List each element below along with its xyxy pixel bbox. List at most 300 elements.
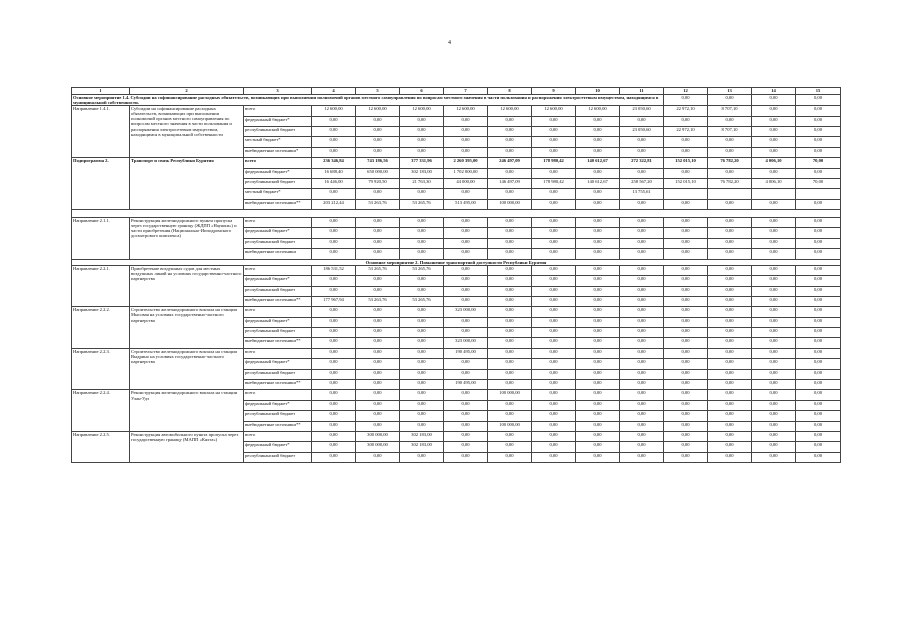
- amount-cell: 21 763,30: [400, 178, 444, 188]
- measure-name: Субсидии на софинансирование расходных обязательств, возникающих при выполнении полномочий органов местного самоуправления по вопросам местного значения в части пользования и распоряжения электросетевым имуществом, находящимся в муниципальной собственности: [130, 106, 244, 158]
- amount-cell: 152 015,10: [664, 178, 708, 188]
- amount-cell: 0,00: [620, 359, 664, 369]
- amount-cell: 0,00: [532, 296, 576, 306]
- measure-code: Направление 2.2.1.: [72, 265, 130, 307]
- amount-cell: 0,00: [620, 442, 664, 452]
- spacer-cell: [72, 210, 841, 218]
- amount-cell: 0,00: [576, 359, 620, 369]
- amount-cell: 0,00: [620, 432, 664, 442]
- amount-cell: 0,00: [708, 228, 752, 238]
- amount-cell: 0,00: [664, 338, 708, 348]
- amount-cell: 0,00: [620, 249, 664, 259]
- measure-name: Реконструкция железнодорожного вокзала на станции Улан-Удэ: [130, 390, 244, 432]
- funding-source: внебюджетные источники**: [244, 380, 312, 390]
- column-number: 11: [620, 88, 664, 95]
- amount-cell: 0,00: [576, 189, 620, 199]
- amount-cell: 0,00: [400, 147, 444, 157]
- amount-cell: 0,00: [664, 307, 708, 317]
- amount-cell: 12 600,00: [356, 106, 400, 116]
- section-value: 0,00: [664, 95, 708, 106]
- amount-cell: 0,00: [532, 265, 576, 275]
- amount-cell: 0,00: [620, 228, 664, 238]
- amount-cell: 0,00: [312, 147, 356, 157]
- amount-cell: 0,00: [752, 348, 796, 358]
- funding-source: федеральный бюджет*: [244, 442, 312, 452]
- amount-cell: 0,00: [312, 338, 356, 348]
- column-number: 14: [752, 88, 796, 95]
- amount-cell: 53 265,76: [400, 199, 444, 209]
- amount-cell: 0,00: [752, 307, 796, 317]
- amount-cell: 12 600,00: [400, 106, 444, 116]
- amount-cell: 190 495,00: [444, 380, 488, 390]
- amount-cell: 0,00: [752, 400, 796, 410]
- amount-cell: 203 212,44: [312, 199, 356, 209]
- amount-cell: 0,00: [796, 411, 841, 421]
- amount-cell: 0,00: [400, 452, 444, 462]
- column-number: 12: [664, 88, 708, 95]
- amount-cell: 0,00: [356, 348, 400, 358]
- amount-cell: 0,00: [708, 276, 752, 286]
- amount-cell: 0,00: [400, 189, 444, 199]
- amount-cell: 0,00: [664, 380, 708, 390]
- amount-cell: 0,00: [356, 286, 400, 296]
- amount-cell: 0,00: [796, 442, 841, 452]
- amount-cell: 0,00: [532, 380, 576, 390]
- amount-cell: 0,00: [488, 147, 532, 157]
- amount-cell: 0,00: [708, 421, 752, 431]
- amount-cell: 0,00: [312, 359, 356, 369]
- amount-cell: 0,00: [708, 265, 752, 275]
- amount-cell: 100 000,00: [488, 390, 532, 400]
- amount-cell: 0,00: [532, 126, 576, 136]
- amount-cell: 0,00: [752, 137, 796, 147]
- column-number: 9: [532, 88, 576, 95]
- amount-cell: 0,00: [708, 116, 752, 126]
- amount-cell: 0,00: [752, 442, 796, 452]
- amount-cell: 0,00: [576, 338, 620, 348]
- amount-cell: 0,00: [444, 286, 488, 296]
- amount-cell: 0,00: [576, 126, 620, 136]
- column-number: 4: [312, 88, 356, 95]
- amount-cell: 0,00: [312, 328, 356, 338]
- amount-cell: 8 707,10: [708, 106, 752, 116]
- amount-cell: 0,00: [664, 249, 708, 259]
- amount-cell: 0,00: [796, 147, 841, 157]
- amount-cell: 0,00: [444, 147, 488, 157]
- amount-cell: 0,00: [620, 137, 664, 147]
- amount-cell: 0,00: [664, 199, 708, 209]
- amount-cell: 0,00: [312, 411, 356, 421]
- amount-cell: 0,00: [444, 116, 488, 126]
- amount-cell: 0,00: [664, 328, 708, 338]
- amount-cell: 0,00: [488, 317, 532, 327]
- amount-cell: 0,00: [532, 400, 576, 410]
- amount-cell: 0,00: [620, 380, 664, 390]
- amount-cell: 0,00: [620, 390, 664, 400]
- amount-cell: 0,00: [796, 286, 841, 296]
- amount-cell: 0,00: [444, 296, 488, 306]
- amount-cell: 0,00: [664, 286, 708, 296]
- amount-cell: 0,00: [620, 116, 664, 126]
- amount-cell: 0,00: [356, 421, 400, 431]
- column-number: 3: [244, 88, 312, 95]
- amount-cell: 0,00: [620, 168, 664, 178]
- amount-cell: 0,00: [708, 380, 752, 390]
- amount-cell: 0,00: [312, 189, 356, 199]
- amount-cell: 0,00: [752, 265, 796, 275]
- amount-cell: 0,00: [576, 380, 620, 390]
- amount-cell: 0,00: [708, 168, 752, 178]
- amount-cell: 0,00: [400, 400, 444, 410]
- amount-cell: 0,00: [532, 249, 576, 259]
- section-title: Основное мероприятие 2. Повышение транспортной доступности Республики Бурятия: [72, 259, 841, 265]
- amount-cell: 0,00: [664, 411, 708, 421]
- amount-cell: 0,00: [796, 228, 841, 238]
- amount-cell: 0,00: [356, 218, 400, 228]
- amount-cell: 8 707,10: [708, 126, 752, 136]
- amount-cell: 0,00: [752, 147, 796, 157]
- amount-cell: 258 567,20: [620, 178, 664, 188]
- amount-cell: 0,00: [356, 307, 400, 317]
- budget-table: [71, 87, 841, 463]
- amount-cell: 0,00: [532, 276, 576, 286]
- amount-cell: 300 000,00: [356, 432, 400, 442]
- amount-cell: 0,00: [576, 348, 620, 358]
- amount-cell: 0,00: [356, 452, 400, 462]
- amount-cell: 0,00: [312, 421, 356, 431]
- amount-cell: 0,00: [488, 411, 532, 421]
- amount-cell: 0,00: [532, 168, 576, 178]
- amount-cell: 16 446,00: [312, 178, 356, 188]
- amount-cell: 0,00: [796, 116, 841, 126]
- amount-cell: 1 702 000,00: [444, 168, 488, 178]
- measure-code: Подпрограмма 2.: [72, 158, 130, 210]
- amount-cell: 70,00: [796, 178, 841, 188]
- amount-cell: 0,00: [444, 189, 488, 199]
- amount-cell: 0,00: [708, 296, 752, 306]
- amount-cell: 177 967,94: [312, 296, 356, 306]
- funding-source: всего: [244, 307, 312, 317]
- amount-cell: 0,00: [620, 238, 664, 248]
- amount-cell: 0,00: [312, 218, 356, 228]
- amount-cell: 0,00: [752, 452, 796, 462]
- amount-cell: 0,00: [488, 265, 532, 275]
- funding-source: республиканский бюджет: [244, 369, 312, 379]
- amount-cell: 0,00: [708, 442, 752, 452]
- amount-cell: 377 331,96: [400, 158, 444, 168]
- amount-cell: 272 322,81: [620, 158, 664, 168]
- amount-cell: 53 265,76: [356, 265, 400, 275]
- table-body: [72, 88, 841, 463]
- amount-cell: 0,00: [400, 307, 444, 317]
- amount-cell: 302 183,00: [400, 432, 444, 442]
- amount-cell: 0,00: [796, 400, 841, 410]
- amount-cell: 0,00: [444, 228, 488, 238]
- amount-cell: 186 531,52: [312, 265, 356, 275]
- funding-source: республиканский бюджет: [244, 411, 312, 421]
- amount-cell: 0,00: [532, 452, 576, 462]
- amount-cell: 0,00: [664, 228, 708, 238]
- amount-cell: 0,00: [488, 369, 532, 379]
- amount-cell: 0,00: [664, 442, 708, 452]
- table-row: [72, 432, 841, 442]
- amount-cell: 0,00: [532, 147, 576, 157]
- amount-cell: 0,00: [488, 452, 532, 462]
- amount-cell: 0,00: [400, 328, 444, 338]
- measure-name: Строительство железнодорожного вокзала на станции Выдрино на условиях государственно-частного партнерства: [130, 348, 244, 390]
- amount-cell: 0,00: [708, 359, 752, 369]
- amount-cell: 0,00: [532, 411, 576, 421]
- amount-cell: 0,00: [356, 390, 400, 400]
- amount-cell: 0,00: [400, 421, 444, 431]
- spacer-row: [72, 210, 841, 218]
- amount-cell: 0,00: [400, 228, 444, 238]
- amount-cell: 0,00: [576, 265, 620, 275]
- funding-source: республиканский бюджет: [244, 126, 312, 136]
- amount-cell: 0,00: [532, 137, 576, 147]
- amount-cell: 140 612,67: [576, 178, 620, 188]
- column-number: 7: [444, 88, 488, 95]
- amount-cell: 23 050,60: [620, 126, 664, 136]
- amount-cell: 22 972,10: [664, 126, 708, 136]
- amount-cell: 12 600,00: [444, 106, 488, 116]
- amount-cell: 0,00: [664, 452, 708, 462]
- amount-cell: 0,00: [356, 359, 400, 369]
- amount-cell: 0,00: [576, 369, 620, 379]
- amount-cell: 4 006,10: [752, 158, 796, 168]
- amount-cell: 0,00: [312, 286, 356, 296]
- amount-cell: 0,00: [356, 369, 400, 379]
- amount-cell: 0,00: [444, 276, 488, 286]
- funding-source: внебюджетные источники**: [244, 421, 312, 431]
- amount-cell: 0,00: [312, 249, 356, 259]
- funding-source: федеральный бюджет*: [244, 359, 312, 369]
- amount-cell: 0,00: [708, 338, 752, 348]
- amount-cell: 152 015,10: [664, 158, 708, 168]
- amount-cell: 13 755,61: [620, 189, 664, 199]
- amount-cell: 0,00: [356, 338, 400, 348]
- amount-cell: [664, 189, 708, 199]
- amount-cell: 0,00: [664, 432, 708, 442]
- amount-cell: 0,00: [444, 452, 488, 462]
- amount-cell: 0,00: [620, 421, 664, 431]
- amount-cell: 323 000,00: [444, 338, 488, 348]
- amount-cell: 0,00: [444, 432, 488, 442]
- amount-cell: 0,00: [796, 369, 841, 379]
- amount-cell: 0,00: [752, 296, 796, 306]
- amount-cell: 0,00: [444, 265, 488, 275]
- amount-cell: 0,00: [664, 147, 708, 157]
- amount-cell: 0,00: [488, 307, 532, 317]
- amount-cell: 0,00: [400, 317, 444, 327]
- amount-cell: 0,00: [576, 390, 620, 400]
- measure-code: Направление 1.4.1.: [72, 106, 130, 158]
- amount-cell: 178 980,42: [532, 158, 576, 168]
- amount-cell: 0,00: [532, 421, 576, 431]
- amount-cell: 0,00: [488, 189, 532, 199]
- amount-cell: 0,00: [488, 400, 532, 410]
- amount-cell: 0,00: [576, 421, 620, 431]
- amount-cell: 0,00: [708, 400, 752, 410]
- amount-cell: 0,00: [796, 218, 841, 228]
- table-row: [72, 218, 841, 228]
- amount-cell: 246 497,09: [488, 158, 532, 168]
- amount-cell: 0,00: [532, 238, 576, 248]
- funding-source: внебюджетные источники: [244, 249, 312, 259]
- amount-cell: 0,00: [576, 286, 620, 296]
- amount-cell: 0,00: [576, 452, 620, 462]
- measure-name: Строительство железнодорожного вокзала на станции Мысовая на условиях государственно-частного партнерства: [130, 307, 244, 349]
- funding-source: всего: [244, 106, 312, 116]
- amount-cell: 0,00: [576, 116, 620, 126]
- amount-cell: 0,00: [488, 228, 532, 238]
- amount-cell: 302 183,00: [400, 442, 444, 452]
- amount-cell: 0,00: [752, 338, 796, 348]
- amount-cell: 0,00: [620, 276, 664, 286]
- amount-cell: 0,00: [752, 317, 796, 327]
- amount-cell: 0,00: [796, 380, 841, 390]
- funding-source: республиканский бюджет: [244, 328, 312, 338]
- column-number: 2: [130, 88, 244, 95]
- column-number: 8: [488, 88, 532, 95]
- amount-cell: 23 050,60: [620, 106, 664, 116]
- amount-cell: 0,00: [400, 286, 444, 296]
- amount-cell: 76 782,20: [708, 158, 752, 168]
- table-row: [72, 348, 841, 358]
- funding-source: федеральный бюджет*: [244, 228, 312, 238]
- amount-cell: 0,00: [532, 338, 576, 348]
- amount-cell: 0,00: [796, 421, 841, 431]
- column-number: 1: [72, 88, 130, 95]
- measure-code: Направление 2.2.3.: [72, 348, 130, 390]
- amount-cell: 70,00: [796, 158, 841, 168]
- funding-source: федеральный бюджет*: [244, 317, 312, 327]
- amount-cell: 0,00: [752, 276, 796, 286]
- amount-cell: 0,00: [664, 296, 708, 306]
- measure-name: Реконструкция железнодорожного пункта пропуска через государственную границу (ЖДПП «Наушки») и части приобретения (Национально-Ипподромского досмотрового комплекса): [130, 218, 244, 260]
- amount-cell: 0,00: [356, 380, 400, 390]
- amount-cell: 0,00: [488, 168, 532, 178]
- amount-cell: 0,00: [752, 249, 796, 259]
- amount-cell: 0,00: [576, 432, 620, 442]
- header-row: [72, 88, 841, 95]
- amount-cell: 0,00: [444, 359, 488, 369]
- amount-cell: 0,00: [752, 432, 796, 442]
- amount-cell: 0,00: [796, 249, 841, 259]
- amount-cell: 0,00: [532, 390, 576, 400]
- amount-cell: 0,00: [620, 452, 664, 462]
- amount-cell: 0,00: [620, 338, 664, 348]
- amount-cell: 236 346,84: [312, 158, 356, 168]
- measure-code: Направление 2.2.2.: [72, 307, 130, 349]
- amount-cell: 0,00: [576, 317, 620, 327]
- amount-cell: 0,00: [312, 442, 356, 452]
- amount-cell: 0,00: [576, 249, 620, 259]
- table-row: [72, 307, 841, 317]
- amount-cell: 0,00: [708, 147, 752, 157]
- amount-cell: 0,00: [708, 238, 752, 248]
- page-number: 4: [448, 40, 451, 46]
- amount-cell: 0,00: [312, 307, 356, 317]
- amount-cell: 0,00: [488, 249, 532, 259]
- amount-cell: 743 186,56: [356, 158, 400, 168]
- amount-cell: 0,00: [796, 265, 841, 275]
- amount-cell: 0,00: [532, 199, 576, 209]
- amount-cell: 0,00: [796, 348, 841, 358]
- funding-source: федеральный бюджет*: [244, 116, 312, 126]
- amount-cell: 0,00: [796, 199, 841, 209]
- amount-cell: 0,00: [708, 348, 752, 358]
- amount-cell: 0,00: [356, 228, 400, 238]
- funding-source: федеральный бюджет*: [244, 168, 312, 178]
- amount-cell: 0,00: [356, 137, 400, 147]
- amount-cell: 0,00: [356, 317, 400, 327]
- amount-cell: 0,00: [664, 168, 708, 178]
- funding-source: всего: [244, 432, 312, 442]
- amount-cell: 0,00: [664, 238, 708, 248]
- amount-cell: 0,00: [576, 328, 620, 338]
- amount-cell: 300 000,00: [356, 442, 400, 452]
- amount-cell: 0,00: [400, 218, 444, 228]
- funding-source: всего: [244, 158, 312, 168]
- amount-cell: 0,00: [356, 400, 400, 410]
- amount-cell: 0,00: [444, 126, 488, 136]
- amount-cell: 0,00: [708, 286, 752, 296]
- amount-cell: 0,00: [576, 276, 620, 286]
- amount-cell: 2 260 395,00: [444, 158, 488, 168]
- amount-cell: 0,00: [444, 218, 488, 228]
- amount-cell: 0,00: [752, 421, 796, 431]
- amount-cell: 12 600,00: [532, 106, 576, 116]
- amount-cell: 0,00: [620, 296, 664, 306]
- amount-cell: 0,00: [752, 106, 796, 116]
- amount-cell: 0,00: [708, 317, 752, 327]
- amount-cell: 0,00: [312, 137, 356, 147]
- amount-cell: 0,00: [664, 400, 708, 410]
- amount-cell: 0,00: [752, 218, 796, 228]
- amount-cell: 0,00: [356, 116, 400, 126]
- amount-cell: 0,00: [356, 411, 400, 421]
- amount-cell: [796, 189, 841, 199]
- amount-cell: 0,00: [444, 421, 488, 431]
- amount-cell: 0,00: [796, 238, 841, 248]
- amount-cell: 0,00: [444, 317, 488, 327]
- amount-cell: 0,00: [708, 218, 752, 228]
- amount-cell: 146 497,09: [488, 178, 532, 188]
- amount-cell: 0,00: [488, 116, 532, 126]
- funding-source: республиканский бюджет: [244, 452, 312, 462]
- section-value: 0,00: [752, 95, 796, 106]
- amount-cell: 0,00: [312, 317, 356, 327]
- amount-cell: 0,00: [664, 348, 708, 358]
- amount-cell: 0,00: [488, 276, 532, 286]
- amount-cell: 0,00: [752, 168, 796, 178]
- amount-cell: 0,00: [488, 296, 532, 306]
- column-number: 15: [796, 88, 841, 95]
- amount-cell: 79 920,50: [356, 178, 400, 188]
- amount-cell: 76 782,20: [708, 178, 752, 188]
- amount-cell: 0,00: [576, 228, 620, 238]
- amount-cell: 0,00: [312, 228, 356, 238]
- amount-cell: 0,00: [708, 369, 752, 379]
- amount-cell: 0,00: [356, 276, 400, 286]
- amount-cell: 0,00: [400, 249, 444, 259]
- amount-cell: 0,00: [444, 137, 488, 147]
- amount-cell: 0,00: [620, 369, 664, 379]
- amount-cell: 0,00: [620, 286, 664, 296]
- amount-cell: 0,00: [576, 199, 620, 209]
- amount-cell: 0,00: [488, 238, 532, 248]
